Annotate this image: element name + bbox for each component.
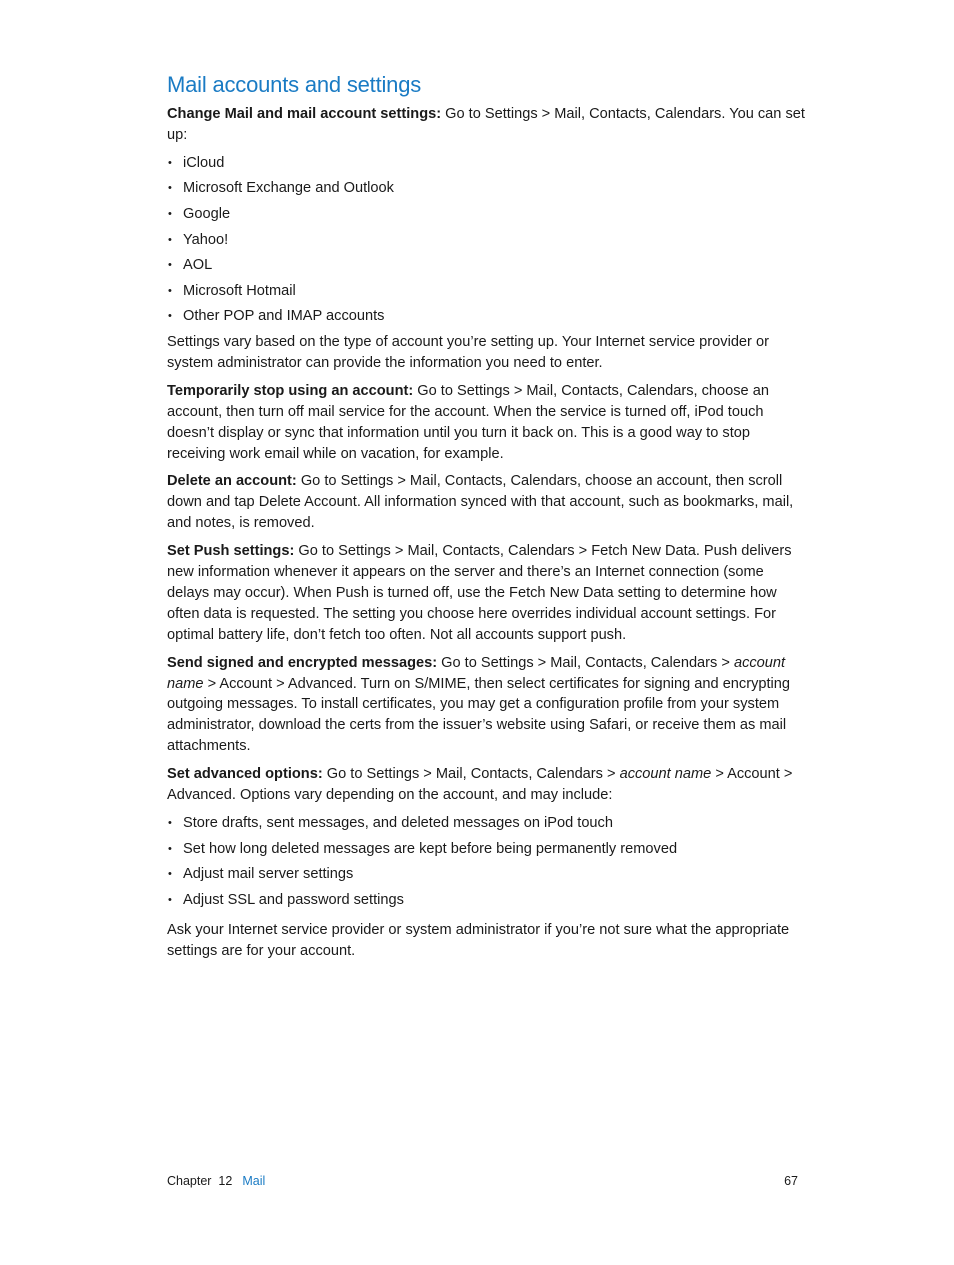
footer-chapter-name[interactable]: Mail — [242, 1174, 266, 1188]
list-item: • Google — [167, 204, 807, 225]
list-item: • Adjust SSL and password settings — [167, 890, 807, 911]
lead-advanced-options: Set advanced options: — [167, 766, 323, 783]
list-item: • Set how long deleted messages are kept before being permanently removed — [167, 839, 807, 860]
lead-push-settings: Set Push settings: — [167, 543, 295, 560]
lead-stop-account: Temporarily stop using an account: — [167, 382, 414, 399]
footer-page-number: 67 — [784, 1174, 798, 1188]
list-item: • Microsoft Hotmail — [167, 281, 807, 302]
paragraph-delete-account — [167, 471, 807, 534]
lead-change-settings: Change Mail and mail account settings: — [167, 106, 442, 122]
text-delete-account: Go to Settings > Mail, Contacts, Calendars, choose an account, then scroll down and tap Delete Account. All information synced with that account, such as bookmarks, mail, and notes, is removed. — [167, 473, 794, 532]
paragraph-push-settings — [167, 541, 807, 646]
text-change-settings: Go to Settings > Mail, Contacts, Calendars. You can set up: — [167, 106, 805, 143]
text-advanced-options-italic: account name — [619, 766, 712, 783]
lead-signed-messages: Send signed and encrypted messages: — [167, 654, 438, 671]
paragraph-settings-vary: Settings vary based on the type of account you’re setting up. Your Internet service provider or system administrator can provide the information you need to enter. — [167, 333, 769, 371]
paragraph-change-settings — [167, 104, 807, 146]
text-stop-account: Go to Settings > Mail, Contacts, Calendars, choose an account, then turn off mail service for the account. When the service is turned off, iPod touch doesn’t display or sync that information until you turn it back on. This is a good way to stop receiving work email while on vacation, for example. — [167, 382, 769, 462]
text-signed-messages-a: Go to Settings > Mail, Contacts, Calendars > — [437, 654, 734, 671]
list-item: • Other POP and IMAP accounts — [167, 306, 807, 327]
list-item: • Store drafts, sent messages, and deleted messages on iPod touch — [167, 813, 807, 834]
list-item: • iCloud — [167, 153, 807, 174]
text-advanced-options-a: Go to Settings > Mail, Contacts, Calendars > — [322, 766, 620, 783]
footer-chapter: Chapter 12 — [167, 1174, 233, 1188]
list-item: • Microsoft Exchange and Outlook — [167, 178, 807, 199]
text-advanced-options-b: > Account > Advanced. Options vary depending on the account, and may include: — [167, 766, 793, 804]
text-signed-messages-b: > Account > Advanced. Turn on S/MIME, then select certificates for signing and encrypting outgoing messages. To install certificates, you may get a configuration profile from your system administrator, download the certs from the issuer’s website using Safari, or receive them as mail attachments. — [167, 675, 791, 755]
list-item: • AOL — [167, 255, 807, 276]
paragraph-stop-account — [167, 381, 807, 465]
paragraph-signed-messages — [167, 653, 807, 758]
options-list — [167, 813, 807, 911]
text-push-settings: Go to Settings > Mail, Contacts, Calendars > Fetch New Data. Push delivers new information whenever it appears on the server and there’s an Internet connection (some delays may occur). When Push is turned off, use the Fetch New Data setting to determine how often data is requested. The setting you choose here overrides individual account settings. For optimal battery life, don’t fetch too often. Not all accounts support push. — [167, 543, 792, 643]
page-content — [167, 70, 807, 969]
section-heading: Mail accounts and settings — [167, 72, 422, 97]
paragraph-advanced-options — [167, 764, 807, 806]
accounts-list — [167, 153, 807, 327]
paragraph-ask-provider: Ask your Internet service provider or system administrator if you’re not sure what the appropriate settings are for your account. — [167, 921, 790, 959]
text-signed-messages-italic: account name — [167, 654, 786, 692]
list-item: • Adjust mail server settings — [167, 864, 807, 885]
lead-delete-account: Delete an account: — [167, 473, 297, 490]
page-footer — [167, 1172, 798, 1190]
list-item: • Yahoo! — [167, 230, 807, 251]
